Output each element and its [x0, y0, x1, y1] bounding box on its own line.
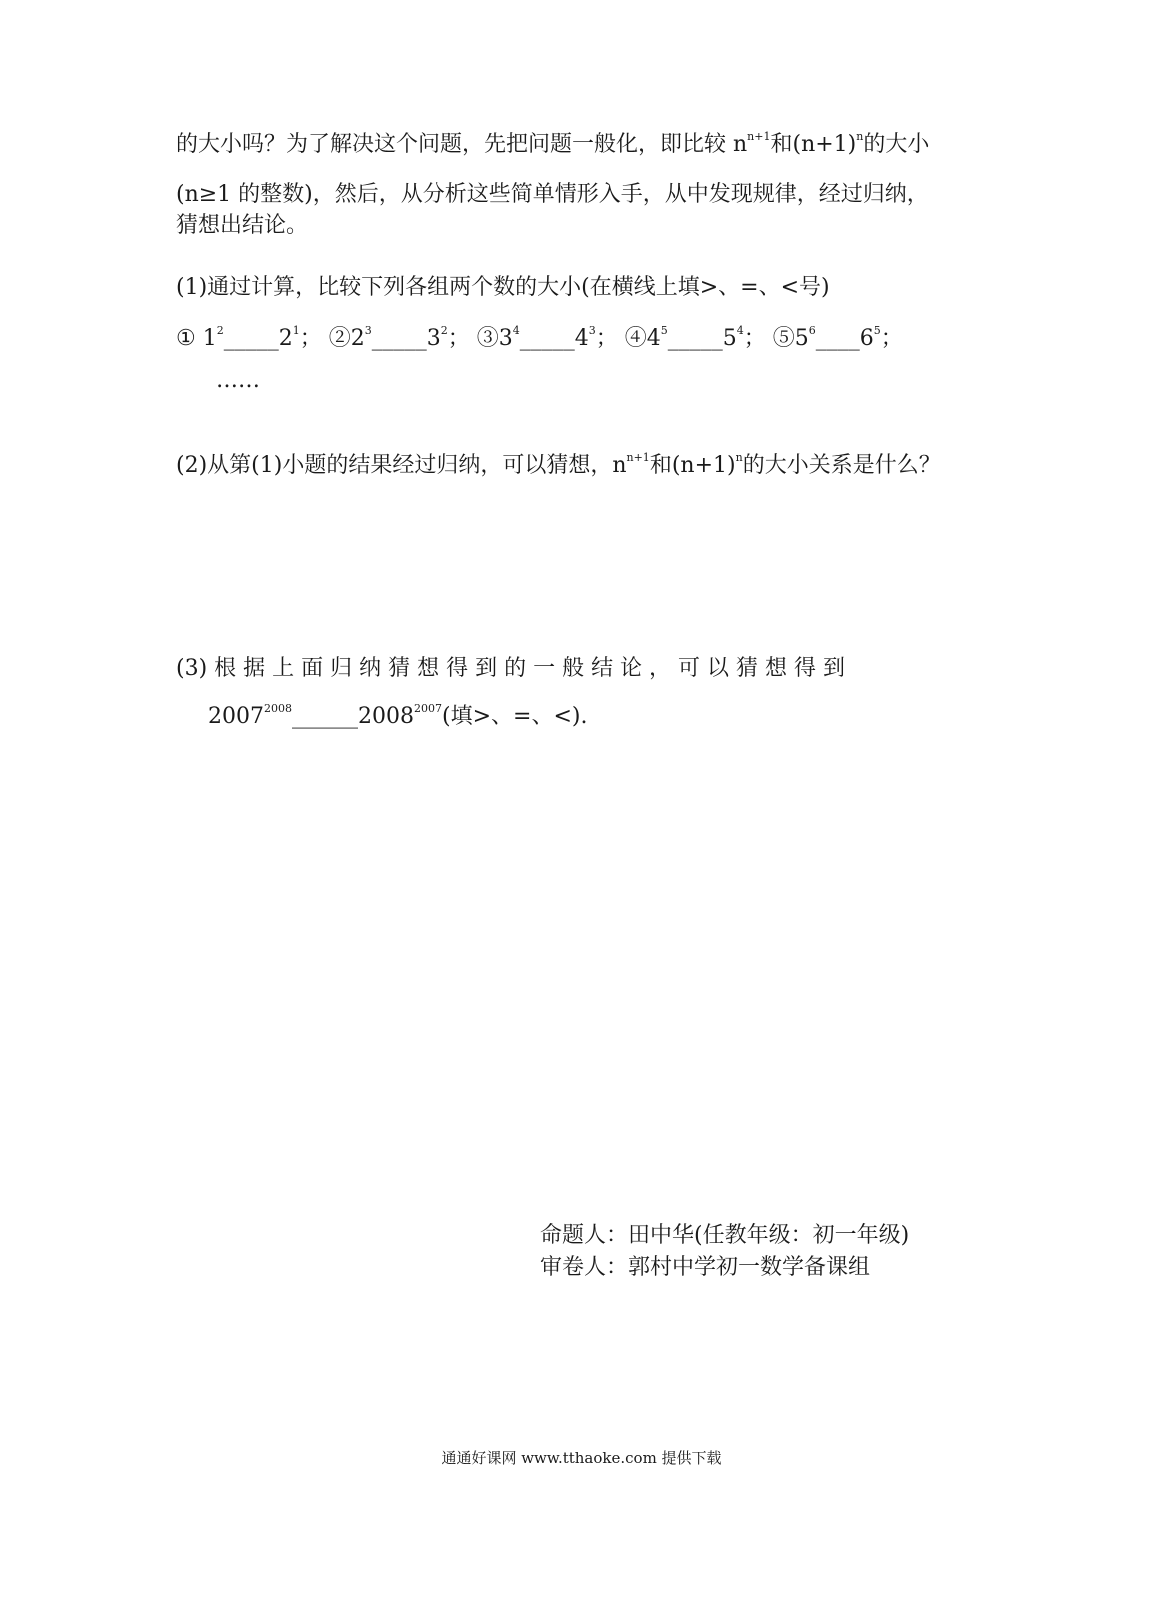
intro-text: 的大小吗？为了解决这个问题，先把问题一般化，即比较 n	[176, 132, 748, 157]
item-4: $④4^5\_\_\_\_\_5^4$；	[624, 324, 766, 351]
exponent: n+1	[747, 130, 771, 143]
item-5: $⑤5^6\_\_\_\_6^5$；	[772, 324, 903, 351]
author-line: 命题人：田中华(任教年级：初一年级)	[540, 1223, 910, 1248]
intro-line-2: (n≥1 的整数)，然后，从分析这些简单情形入手，从中发现规律，经过归纳，	[176, 182, 929, 207]
item-3: $③3^4\_\_\_\_\_4^3$；	[476, 324, 618, 351]
exponent: n	[735, 451, 743, 464]
item-2: $②2^3\_\_\_\_\_3^2$；	[328, 324, 470, 351]
question-1-items	[176, 324, 903, 354]
question-3-line-2: $2007^{2008}\_\_\_\_\_\_2008^{2007}$(填>、=、<).	[208, 702, 588, 729]
intro-line-3: 猜想出结论。	[176, 213, 309, 238]
question-3-line-1: (3) 根 据 上 面 归 纳 猜 想 得 到 的 一 般 结 论 ， 可 以 猜 想 得 到	[176, 656, 846, 681]
question-2: (2)从第(1)小题的结果经过归纳，可以猜想，$n^{n+1}$和$(n+1)^n$的大小关系是什么？	[176, 451, 941, 478]
ellipsis: ……	[216, 368, 260, 393]
answer-blank: ______	[292, 704, 358, 729]
intro-line-1	[176, 130, 929, 160]
reviewer-line: 审卷人：郭村中学初一数学备课组	[540, 1255, 871, 1280]
page-footer: 通通好课网 www.tthaoke.com 提供下载	[441, 1449, 722, 1467]
question-1-title: (1)通过计算，比较下列各组两个数的大小(在横线上填>、=、<号)	[176, 275, 830, 300]
exponent: n+1	[626, 451, 650, 464]
exponent: n	[856, 130, 864, 143]
item-1: ① $1^2\_\_\_\_\_2^1$；	[176, 324, 322, 351]
intro-text: 和(n+1)	[770, 132, 857, 157]
intro-text: 的大小	[863, 132, 930, 157]
